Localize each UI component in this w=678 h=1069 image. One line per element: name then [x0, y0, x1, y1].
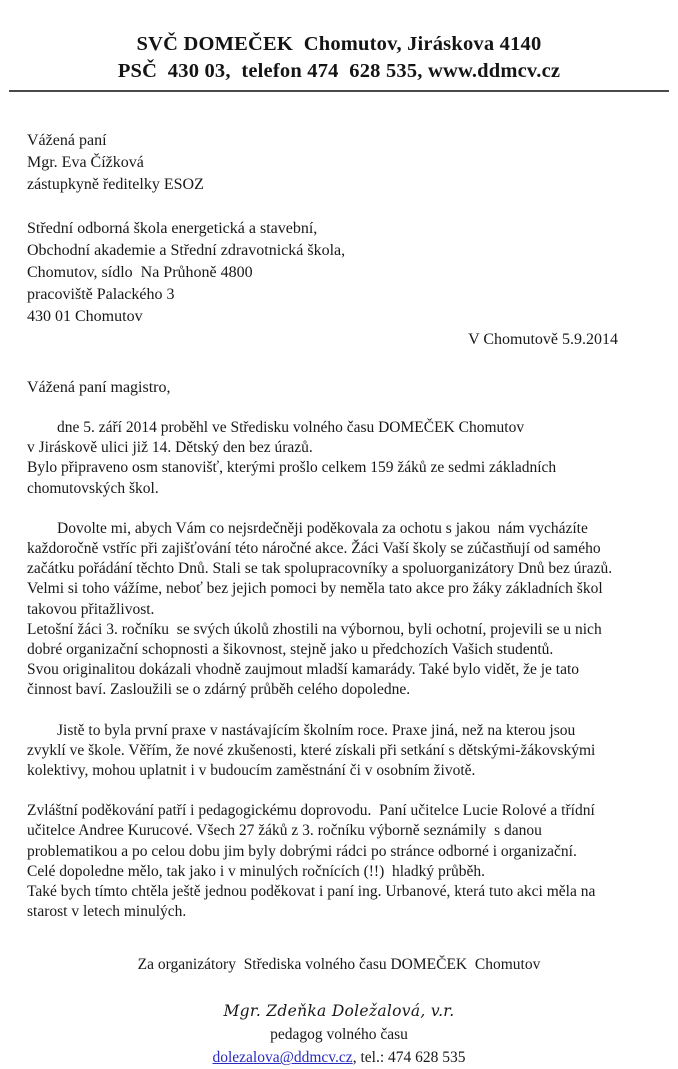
letter-line: Letošní žáci 3. ročníku se svých úkolů zhostili na výbornou, byli ochotní, projevili se u nich [27, 620, 602, 638]
letter-line: Velmi si toho vážíme, neboť bez jejich pomoci by neměla tato akce pro žáky základních škol [27, 580, 603, 598]
letter-line: Celé dopoledne mělo, tak jako i v minulých ročnících (!!) hladký průběh. [27, 862, 485, 880]
recipient-line: Vážená paní [27, 132, 107, 149]
letter-line: problematikou a po celou dobu jim byly dobrými rádci po stránce odborné i organizační. [27, 842, 577, 860]
header-divider [9, 90, 669, 92]
paragraph-2 [27, 519, 670, 701]
paragraph-1 [27, 418, 670, 499]
letter-line: Svou originalitou dokázali vhodně zaujmout mladší kamarády. Také bylo vidět, že je tato [27, 661, 580, 679]
school-address-line: pracoviště Palackého 3 [27, 286, 175, 303]
signature-name: Mgr. Zdeňka Doležalová, v.r. [223, 1002, 455, 1021]
paragraph-4 [27, 801, 670, 922]
letterhead-line2: PSČ 430 03, telefon 474 628 535, www.ddmcv.cz [117, 60, 561, 82]
signature-role: pedagog volného času [270, 1026, 408, 1044]
email-link[interactable]: dolezalova@ddmcv.cz [212, 1049, 353, 1067]
letter-line: Také bych tímto chtěla ještě jednou poděkovat i paní ing. Urbanové, která tuto akci měla na [27, 883, 596, 901]
signature-phone: , tel.: 474 628 535 [352, 1049, 466, 1067]
school-address-line: 430 01 Chomutov [27, 308, 143, 325]
letterhead-line1: SVČ DOMEČEK Chomutov, Jiráskova 4140 [136, 33, 542, 55]
letter-line: učitelce Andree Kurucové. Všech 27 žáků z 3. ročníku výborně seznámily s danou [27, 822, 542, 840]
letter-line: chomutovských škol. [27, 479, 159, 497]
salutation: Vážená paní magistro, [27, 379, 171, 396]
letter-line: kolektivy, mohou uplatnit i v budoucím zaměstnání či v osobním životě. [27, 762, 476, 780]
recipient-line: Mgr. Eva Čížková [27, 154, 144, 171]
school-address-block [27, 218, 678, 328]
paragraph-3 [27, 721, 670, 782]
letter-line: činnost baví. Zasloužili se o zdárný průběh celého dopoledne. [27, 681, 411, 699]
recipient-block [27, 130, 678, 196]
date-line: V Chomutově 5.9.2014 [468, 331, 618, 348]
letter-line: starost v letech minulých. [27, 903, 187, 921]
letter-line: dobré organizační schopnosti a šikovnost, stejně jako u předchozích Vašich studentů. [27, 641, 554, 659]
signature-contact [0, 1046, 678, 1069]
letter-line: Zvláštní poděkování patří i pedagogickému doprovodu. Paní učitelce Lucie Rolové a třídní [27, 802, 595, 820]
signature-block [0, 1000, 678, 1069]
letter-line: Dovolte mi, abych Vám co nejsrdečněji poděkovala za ochotu s jakou nám vycházíte [57, 519, 588, 537]
school-address-line: Chomutov, sídlo Na Průhoně 4800 [27, 264, 253, 281]
letter-line: Bylo připraveno osm stanovišť, kterými prošlo celkem 159 žáků ze sedmi základních [27, 459, 557, 477]
recipient-line: zástupkyně ředitelky ESOZ [27, 176, 204, 193]
school-address-line: Střední odborná škola energetická a stavební, [27, 220, 318, 237]
closing-line: Za organizátory Střediska volného času DOMEČEK Chomutov [137, 956, 541, 974]
letter-line: každoročně vstříc při zajišťování této náročné akce. Žáci Vaší školy se zúčastňují od samého [27, 540, 601, 558]
letter-line: takovou přitažlivost. [27, 600, 155, 618]
letter-line: v Jiráskově ulici již 14. Dětský den bez úrazů. [27, 439, 313, 457]
letter-line: zvyklí ve škole. Věřím, že nové zkušenosti, které získali při setkání s dětskými-žákovskými [27, 741, 596, 759]
letter-line: Jistě to byla první praxe v nastávajícím školním roce. Praxe jiná, než na kterou jsou [57, 721, 576, 739]
letterhead [0, 0, 678, 85]
letter-line: dne 5. září 2014 proběhl ve Středisku volného času DOMEČEK Chomutov [57, 419, 525, 436]
school-address-line: Obchodní akademie a Střední zdravotnická škola, [27, 242, 346, 259]
letter-line: začátku pořádání těchto Dnů. Stali se tak spolupracovníky a spoluorganizátory Dnů bez úrazů. [27, 560, 613, 578]
